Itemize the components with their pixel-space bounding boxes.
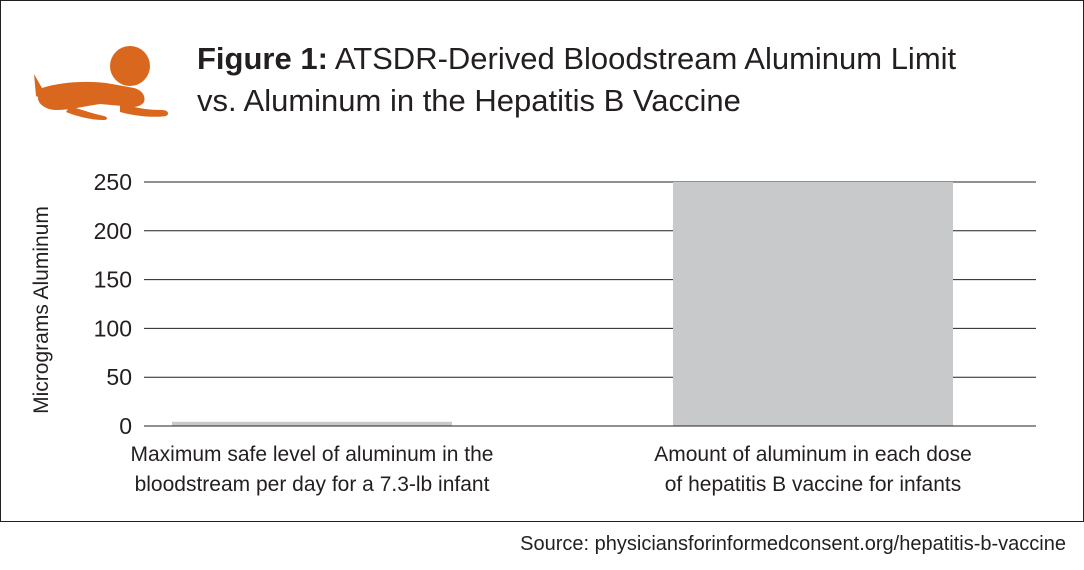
title-text-1: ATSDR-Derived Bloodstream Aluminum Limit [334, 41, 957, 76]
y-tick-label: 200 [93, 217, 132, 244]
y-tick-label: 0 [119, 413, 132, 439]
bar-2 [673, 182, 953, 426]
x-category-label: Maximum safe level of aluminum in the [130, 443, 494, 466]
y-tick-label: 150 [93, 266, 132, 293]
title-line-2: vs. Aluminum in the Hepatitis B Vaccine [197, 83, 741, 118]
source-note: Source: physiciansforinformedconsent.org/hepatitis-b-vaccine [520, 533, 1066, 555]
x-category-label: bloodstream per day for a 7.3-lb infant [134, 473, 490, 496]
y-axis-label: Micrograms Aluminum [30, 206, 53, 414]
y-tick-label: 50 [106, 364, 132, 391]
y-tick-label: 250 [93, 169, 132, 195]
x-category-label: of hepatitis B vaccine for infants [664, 473, 962, 496]
x-category-label: Amount of aluminum in each dose [654, 443, 972, 466]
figure-label: Figure 1: [197, 41, 328, 76]
y-tick-label: 100 [93, 315, 132, 342]
bar-1 [172, 422, 452, 426]
